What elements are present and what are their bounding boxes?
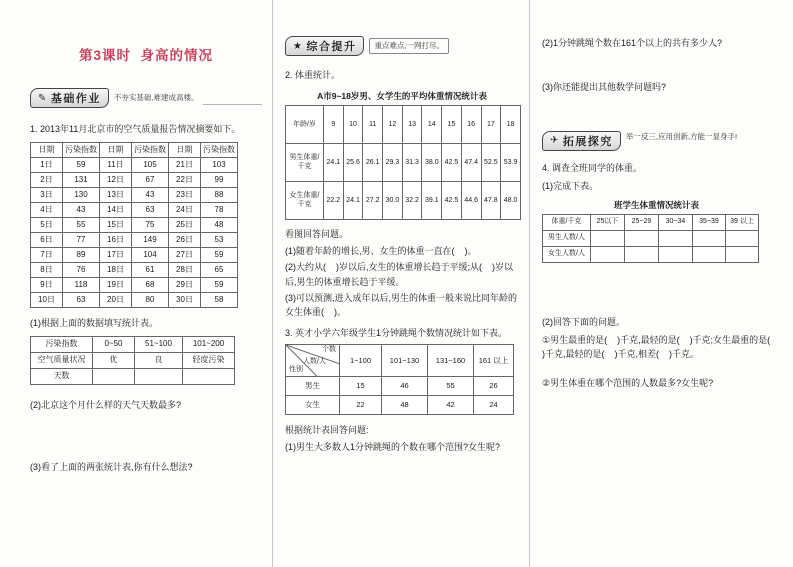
table-cell: 68 bbox=[132, 278, 169, 293]
question-4-sub1: (1)完成下表。 bbox=[542, 181, 598, 192]
table-cell: 5日 bbox=[31, 218, 63, 233]
table-cell: 19日 bbox=[100, 278, 132, 293]
table-cell: 22.2 bbox=[324, 182, 344, 220]
table-cell: 48 bbox=[382, 396, 428, 415]
basic-section-header bbox=[30, 88, 262, 108]
table-cell: 30~34 bbox=[659, 214, 693, 230]
table-cell: 26日 bbox=[169, 233, 201, 248]
table-cell bbox=[726, 230, 759, 246]
table-cell: 15日 bbox=[100, 218, 132, 233]
table-cell: 101~130 bbox=[382, 345, 428, 377]
table-row bbox=[31, 293, 238, 308]
table-cell: 年龄/岁 bbox=[286, 106, 324, 144]
table-cell: 污染指数 bbox=[132, 143, 169, 158]
table-cell: 2日 bbox=[31, 173, 63, 188]
question-4-sub2: (2)回答下面的问题。 bbox=[542, 316, 625, 327]
table-row bbox=[286, 106, 521, 144]
table-cell: 46 bbox=[382, 377, 428, 396]
table-cell: 149 bbox=[132, 233, 169, 248]
table-cell: 21日 bbox=[169, 158, 201, 173]
diagonal-header-cell bbox=[286, 345, 340, 377]
table-cell: 体重/千克 bbox=[543, 214, 591, 230]
table-cell: 47.4 bbox=[461, 144, 481, 182]
table-row bbox=[286, 377, 514, 396]
table-cell: 0~50 bbox=[93, 336, 135, 352]
table-cell: 118 bbox=[63, 278, 100, 293]
table-cell: 23日 bbox=[169, 188, 201, 203]
table-row bbox=[543, 230, 759, 246]
table-row bbox=[31, 173, 238, 188]
weight-table-title: A市9~18岁男、女学生的平均体重情况统计表 bbox=[317, 91, 487, 102]
table-cell bbox=[693, 246, 726, 262]
table-cell: 131~160 bbox=[428, 345, 474, 377]
table-cell: 女生体重/千克 bbox=[286, 182, 324, 220]
table-cell: 59 bbox=[63, 158, 100, 173]
table-cell: 24 bbox=[474, 396, 514, 415]
question-2-sub3: (3)可以预测,进入成年以后,男生的体重一般来说比同年龄的女生体重( )。 bbox=[285, 292, 518, 318]
table-cell bbox=[625, 246, 659, 262]
table-cell: 14 bbox=[422, 106, 442, 144]
table-cell: 27.2 bbox=[363, 182, 383, 220]
table-row bbox=[31, 188, 238, 203]
question-2-sub2: (2)大约从( )岁以后,女生的体重增长趋于平缓;从( )岁以后,男生的体重增长趋于平缓。 bbox=[285, 262, 513, 287]
question-2-sub1: (1)随着年龄的增长,男、女生的体重一直在( )。 bbox=[285, 245, 477, 256]
table-cell: 轻度污染 bbox=[183, 352, 235, 368]
table-cell: 42 bbox=[428, 396, 474, 415]
expand-section-header bbox=[542, 131, 771, 151]
table-cell bbox=[693, 230, 726, 246]
table-cell: 58 bbox=[201, 293, 238, 308]
table-cell: 20日 bbox=[100, 293, 132, 308]
table-row bbox=[31, 352, 235, 368]
table-cell: 26 bbox=[474, 377, 514, 396]
table-cell: 30日 bbox=[169, 293, 201, 308]
table-row bbox=[286, 144, 521, 182]
table-cell: 59 bbox=[201, 248, 238, 263]
table-cell: 48 bbox=[201, 218, 238, 233]
table-cell: 13 bbox=[402, 106, 422, 144]
basic-badge bbox=[30, 88, 109, 108]
table-cell: 63 bbox=[132, 203, 169, 218]
table-cell: 75 bbox=[132, 218, 169, 233]
table-cell: 空气质量状况 bbox=[31, 352, 93, 368]
table-cell: 52.5 bbox=[481, 144, 501, 182]
table-cell: 43 bbox=[132, 188, 169, 203]
table-row bbox=[31, 336, 235, 352]
table-cell: 25~29 bbox=[625, 214, 659, 230]
table-cell: 25日 bbox=[169, 218, 201, 233]
table-cell: 8日 bbox=[31, 263, 63, 278]
table-cell: 13日 bbox=[100, 188, 132, 203]
table-cell: 16 bbox=[461, 106, 481, 144]
table-cell: 39.1 bbox=[422, 182, 442, 220]
table-cell: 88 bbox=[201, 188, 238, 203]
table-cell: 18 bbox=[501, 106, 521, 144]
table-cell: 80 bbox=[132, 293, 169, 308]
table-cell bbox=[183, 368, 235, 384]
table-cell: 16日 bbox=[100, 233, 132, 248]
table-cell: 女生 bbox=[286, 396, 340, 415]
table-cell: 30.0 bbox=[383, 182, 403, 220]
average-weight-table bbox=[285, 105, 521, 220]
table-row bbox=[31, 263, 238, 278]
table-cell: 67 bbox=[132, 173, 169, 188]
survey-table-title: 班学生体重情况统计表 bbox=[613, 199, 699, 210]
table-cell: 1日 bbox=[31, 158, 63, 173]
table-cell: 28日 bbox=[169, 263, 201, 278]
table-row bbox=[31, 143, 238, 158]
table-cell: 76 bbox=[63, 263, 100, 278]
table-cell: 105 bbox=[132, 158, 169, 173]
table-cell: 53 bbox=[201, 233, 238, 248]
table-row bbox=[31, 368, 235, 384]
table-cell: 24.1 bbox=[343, 182, 363, 220]
table-cell: 男生 bbox=[286, 377, 340, 396]
table-cell: 27日 bbox=[169, 248, 201, 263]
question-1-sub1: (1)根据上面的数据填写统计表。 bbox=[30, 318, 159, 329]
table-cell bbox=[135, 368, 183, 384]
table-cell: 104 bbox=[132, 248, 169, 263]
table-cell: 63 bbox=[63, 293, 100, 308]
table-cell bbox=[591, 230, 625, 246]
table-cell: 131 bbox=[63, 173, 100, 188]
table-cell: 43 bbox=[63, 203, 100, 218]
page-title: 第3课时 身高的情况 bbox=[78, 48, 213, 63]
basic-motto: 不夯实基础,难建成高楼。 bbox=[113, 93, 199, 103]
table-cell: 10 bbox=[343, 106, 363, 144]
table-cell: 29日 bbox=[169, 278, 201, 293]
table-cell: 11日 bbox=[100, 158, 132, 173]
table-cell: 6日 bbox=[31, 233, 63, 248]
table-cell: 53.9 bbox=[501, 144, 521, 182]
table-cell bbox=[93, 368, 135, 384]
question-1-sub2: (2)北京这个月什么样的天气天数最多? bbox=[30, 399, 182, 410]
table-cell: 日期 bbox=[169, 143, 201, 158]
question-1: 1. 2013年11月北京市的空气质量报告情况摘要如下。 bbox=[30, 124, 241, 134]
table-cell: 污染指数 bbox=[63, 143, 100, 158]
table-cell: 101~200 bbox=[183, 336, 235, 352]
table-cell: 女生人数/人 bbox=[543, 246, 591, 262]
table-cell bbox=[659, 246, 693, 262]
rocket-icon: ✈ bbox=[550, 135, 560, 147]
question-4-sub2-item1: ①男生最重的是( )千克,最轻的是( )千克;女生最重的是( )千克,最轻的是( )千克,相差( )千克。 bbox=[542, 334, 781, 360]
table-cell: 天数 bbox=[31, 368, 93, 384]
question-3-sub3: (3)你还能提出其他数学问题吗? bbox=[542, 82, 667, 93]
table-cell: 日期 bbox=[100, 143, 132, 158]
table-cell: 25.6 bbox=[343, 144, 363, 182]
air-quality-summary-table bbox=[30, 336, 235, 385]
diag-label-gender: 性别 bbox=[289, 366, 303, 374]
question-3-prompt: 根据统计表回答问题: bbox=[285, 425, 369, 436]
table-cell: 61 bbox=[132, 263, 169, 278]
diag-label-count: 个数 bbox=[322, 346, 336, 354]
table-cell bbox=[726, 246, 759, 262]
expand-badge bbox=[542, 131, 621, 151]
table-cell: 1~100 bbox=[340, 345, 382, 377]
table-cell: 42.5 bbox=[442, 182, 462, 220]
table-cell: 89 bbox=[63, 248, 100, 263]
table-cell: 59 bbox=[201, 278, 238, 293]
table-cell: 男生人数/人 bbox=[543, 230, 591, 246]
table-cell: 12 bbox=[383, 106, 403, 144]
table-cell: 38.0 bbox=[422, 144, 442, 182]
table-cell: 4日 bbox=[31, 203, 63, 218]
class-weight-survey-table bbox=[542, 214, 759, 263]
table-row bbox=[31, 233, 238, 248]
table-cell bbox=[659, 230, 693, 246]
table-cell: 良 bbox=[135, 352, 183, 368]
table-cell: 9 bbox=[324, 106, 344, 144]
table-cell: 26.1 bbox=[363, 144, 383, 182]
table-cell: 12日 bbox=[100, 173, 132, 188]
table-cell: 24日 bbox=[169, 203, 201, 218]
table-row bbox=[31, 248, 238, 263]
table-cell: 3日 bbox=[31, 188, 63, 203]
table-cell: 78 bbox=[201, 203, 238, 218]
table-cell: 77 bbox=[63, 233, 100, 248]
table-cell: 47.8 bbox=[481, 182, 501, 220]
table-cell: 25以下 bbox=[591, 214, 625, 230]
pollution-table bbox=[30, 142, 238, 308]
middle-column bbox=[272, 0, 530, 567]
question-3: 3. 英才小学六年级学生1分钟跳绳个数情况统计如下表。 bbox=[285, 327, 508, 338]
jump-rope-table bbox=[285, 344, 514, 415]
pen-icon: ✎ bbox=[38, 92, 48, 104]
table-cell: 污染指数 bbox=[201, 143, 238, 158]
table-row bbox=[543, 214, 759, 230]
table-cell: 15 bbox=[442, 106, 462, 144]
question-3-sub2: (2)1分钟跳绳个数在161个以上的共有多少人? bbox=[542, 38, 723, 48]
table-cell: 22日 bbox=[169, 173, 201, 188]
table-row bbox=[286, 345, 514, 377]
table-cell: 35~39 bbox=[693, 214, 726, 230]
table-cell: 42.5 bbox=[442, 144, 462, 182]
table-cell: 优 bbox=[93, 352, 135, 368]
table-cell: 15 bbox=[340, 377, 382, 396]
right-column bbox=[530, 0, 793, 567]
table-cell: 48.0 bbox=[501, 182, 521, 220]
table-row bbox=[31, 218, 238, 233]
question-2-prompt: 看图回答问题。 bbox=[285, 229, 349, 240]
comprehensive-section-header bbox=[285, 36, 519, 56]
star-icon: ★ bbox=[293, 40, 304, 52]
comprehensive-motto: 重点难点,一网打尽。 bbox=[369, 38, 449, 53]
question-2: 2. 体重统计。 bbox=[285, 70, 341, 80]
question-4-sub2-item2: ②男生体重在哪个范围的人数最多?女生呢? bbox=[542, 377, 714, 388]
table-cell: 22 bbox=[340, 396, 382, 415]
table-cell: 18日 bbox=[100, 263, 132, 278]
table-cell: 32.2 bbox=[402, 182, 422, 220]
table-cell: 17 bbox=[481, 106, 501, 144]
question-4: 4. 调查全班同学的体重。 bbox=[542, 162, 643, 173]
table-row bbox=[31, 278, 238, 293]
table-cell: 17日 bbox=[100, 248, 132, 263]
question-3-sub1: (1)男生大多数人1分钟跳绳的个数在哪个范围?女生呢? bbox=[285, 441, 501, 452]
table-cell: 161 以上 bbox=[474, 345, 514, 377]
expand-motto: 举一反三,应用创新,方能一显身手! bbox=[625, 131, 738, 141]
comprehensive-badge bbox=[285, 36, 364, 56]
table-cell bbox=[625, 230, 659, 246]
table-cell: 男生体重/千克 bbox=[286, 144, 324, 182]
table-cell: 103 bbox=[201, 158, 238, 173]
table-row bbox=[543, 246, 759, 262]
left-column bbox=[0, 0, 272, 567]
comprehensive-badge-label: 综合提升 bbox=[306, 41, 357, 53]
table-cell: 14日 bbox=[100, 203, 132, 218]
table-row bbox=[31, 203, 238, 218]
table-cell: 39 以上 bbox=[726, 214, 759, 230]
table-cell: 130 bbox=[63, 188, 100, 203]
expand-badge-label: 拓展探究 bbox=[562, 135, 613, 148]
table-cell: 31.3 bbox=[402, 144, 422, 182]
header-rule bbox=[203, 104, 262, 105]
table-cell: 11 bbox=[363, 106, 383, 144]
table-cell: 24.1 bbox=[324, 144, 344, 182]
table-cell: 日期 bbox=[31, 143, 63, 158]
table-cell: 51~100 bbox=[135, 336, 183, 352]
table-cell: 29.3 bbox=[383, 144, 403, 182]
table-cell: 44.6 bbox=[461, 182, 481, 220]
table-cell: 55 bbox=[428, 377, 474, 396]
question-1-sub3: (3)看了上面的两张统计表,你有什么想法? bbox=[30, 462, 193, 473]
table-cell: 55 bbox=[63, 218, 100, 233]
table-cell: 65 bbox=[201, 263, 238, 278]
basic-badge-label: 基础作业 bbox=[50, 93, 101, 105]
table-cell: 10日 bbox=[31, 293, 63, 308]
table-row bbox=[286, 396, 514, 415]
table-row bbox=[286, 182, 521, 220]
table-cell: 99 bbox=[201, 173, 238, 188]
table-row bbox=[31, 158, 238, 173]
diag-label-people: 人数/人 bbox=[303, 358, 326, 366]
table-cell: 9日 bbox=[31, 278, 63, 293]
table-cell bbox=[591, 246, 625, 262]
table-cell: 污染指数 bbox=[31, 336, 93, 352]
table-cell: 7日 bbox=[31, 248, 63, 263]
